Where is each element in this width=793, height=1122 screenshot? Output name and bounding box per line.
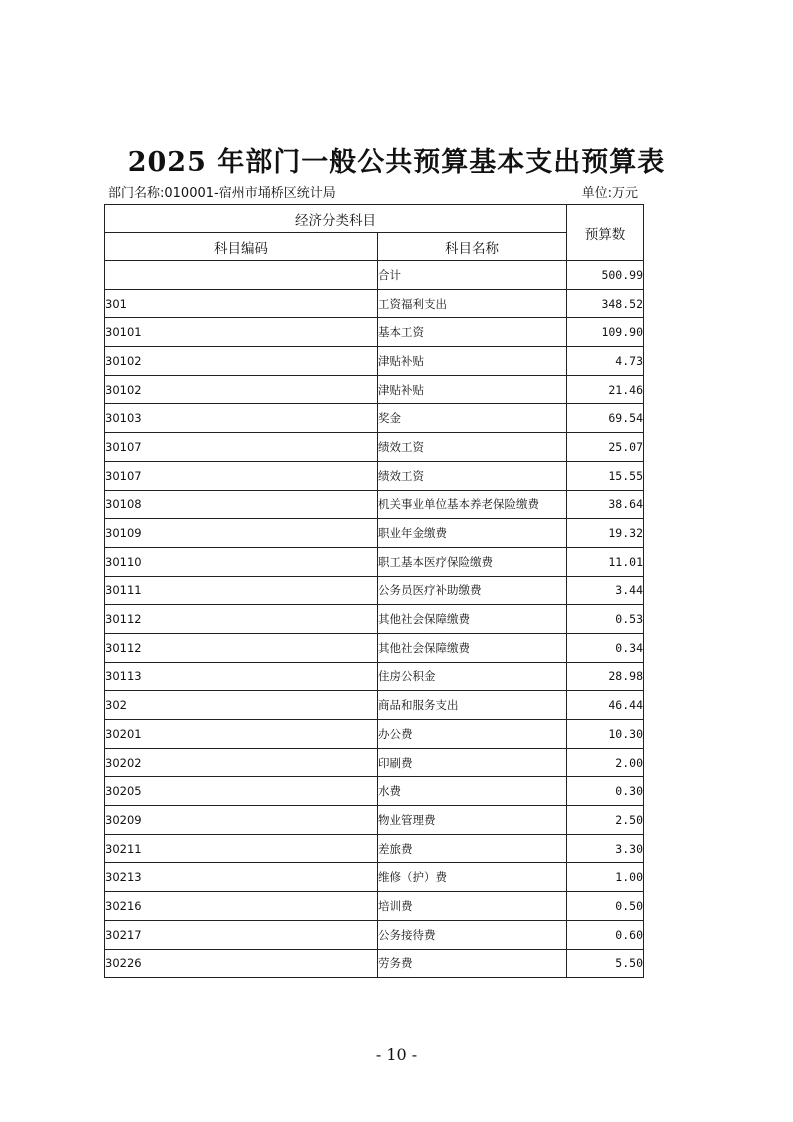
budget-amount-cell: 19.32 — [567, 519, 644, 548]
table-body — [105, 261, 644, 978]
budget-amount-cell: 109.90 — [567, 318, 644, 347]
subject-code-cell: 30216 — [105, 892, 378, 921]
subject-code-cell: 30213 — [105, 863, 378, 892]
department-label: 部门名称:010001-宿州市埇桥区统计局 — [108, 186, 336, 201]
header-subject-code: 科目编码 — [105, 233, 378, 261]
subject-code-cell: 302 — [105, 691, 378, 720]
budget-amount-cell: 38.64 — [567, 490, 644, 519]
table-row — [105, 806, 644, 835]
subject-name-cell: 津贴补贴 — [378, 375, 567, 404]
budget-amount-cell: 25.07 — [567, 433, 644, 462]
table-row — [105, 375, 644, 404]
subject-name-cell: 基本工资 — [378, 318, 567, 347]
subject-code-cell: 30102 — [105, 347, 378, 376]
budget-amount-cell: 0.30 — [567, 777, 644, 806]
table-row — [105, 949, 644, 978]
subject-code-cell: 30112 — [105, 633, 378, 662]
subject-code-cell: 30101 — [105, 318, 378, 347]
budget-amount-cell: 21.46 — [567, 375, 644, 404]
budget-amount-cell: 500.99 — [567, 261, 644, 290]
table-row — [105, 576, 644, 605]
subject-name-cell: 培训费 — [378, 892, 567, 921]
subject-code-cell: 30112 — [105, 605, 378, 634]
table-row — [105, 547, 644, 576]
budget-amount-cell: 0.34 — [567, 633, 644, 662]
subject-name-cell: 其他社会保障缴费 — [378, 605, 567, 634]
page-number: - 10 - — [375, 1045, 418, 1064]
subject-name-cell: 奖金 — [378, 404, 567, 433]
subject-name-cell: 物业管理费 — [378, 806, 567, 835]
subject-code-cell: 30226 — [105, 949, 378, 978]
table-row — [105, 892, 644, 921]
subject-name-cell: 差旅费 — [378, 834, 567, 863]
budget-amount-cell: 11.01 — [567, 547, 644, 576]
budget-amount-cell: 2.50 — [567, 806, 644, 835]
budget-amount-cell: 348.52 — [567, 289, 644, 318]
subject-code-cell: 30217 — [105, 920, 378, 949]
header-subject-name: 科目名称 — [378, 233, 567, 261]
subject-name-cell: 绩效工资 — [378, 461, 567, 490]
budget-amount-cell: 69.54 — [567, 404, 644, 433]
subject-code-cell: 30107 — [105, 433, 378, 462]
table-row — [105, 347, 644, 376]
budget-amount-cell: 2.00 — [567, 748, 644, 777]
subject-code-cell: 30103 — [105, 404, 378, 433]
subject-code-cell: 30202 — [105, 748, 378, 777]
subject-name-cell: 合计 — [378, 261, 567, 290]
table-row — [105, 605, 644, 634]
budget-amount-cell: 4.73 — [567, 347, 644, 376]
subject-code-cell: 30110 — [105, 547, 378, 576]
subject-name-cell: 维修（护）费 — [378, 863, 567, 892]
subject-name-cell: 住房公积金 — [378, 662, 567, 691]
subject-name-cell: 劳务费 — [378, 949, 567, 978]
subject-code-cell — [105, 261, 378, 290]
table-row — [105, 318, 644, 347]
table-row — [105, 691, 644, 720]
subject-name-cell: 公务接待费 — [378, 920, 567, 949]
subject-name-cell: 绩效工资 — [378, 433, 567, 462]
subject-name-cell: 其他社会保障缴费 — [378, 633, 567, 662]
budget-amount-cell: 5.50 — [567, 949, 644, 978]
subject-name-cell: 水费 — [378, 777, 567, 806]
table-row — [105, 261, 644, 290]
table-row — [105, 519, 644, 548]
subject-code-cell: 30109 — [105, 519, 378, 548]
subject-code-cell: 30108 — [105, 490, 378, 519]
budget-amount-cell: 28.98 — [567, 662, 644, 691]
subject-name-cell: 机关事业单位基本养老保险缴费 — [378, 490, 567, 519]
subject-code-cell: 30107 — [105, 461, 378, 490]
table-row — [105, 662, 644, 691]
page-title: 2025 年部门一般公共预算基本支出预算表 — [127, 147, 666, 178]
subject-code-cell: 30211 — [105, 834, 378, 863]
subject-code-cell: 30102 — [105, 375, 378, 404]
unit-label: 单位:万元 — [581, 186, 638, 201]
subject-code-cell: 30113 — [105, 662, 378, 691]
subject-code-cell: 30209 — [105, 806, 378, 835]
subject-name-cell: 职工基本医疗保险缴费 — [378, 547, 567, 576]
budget-amount-cell: 10.30 — [567, 720, 644, 749]
subject-code-cell: 30201 — [105, 720, 378, 749]
header-economic-category: 经济分类科目 — [105, 205, 567, 233]
budget-amount-cell: 1.00 — [567, 863, 644, 892]
table-row — [105, 289, 644, 318]
subject-name-cell: 津贴补贴 — [378, 347, 567, 376]
table-row — [105, 490, 644, 519]
table-row — [105, 863, 644, 892]
subject-name-cell: 公务员医疗补助缴费 — [378, 576, 567, 605]
budget-amount-cell: 0.53 — [567, 605, 644, 634]
table-row — [105, 720, 644, 749]
budget-amount-cell: 0.50 — [567, 892, 644, 921]
budget-amount-cell: 3.30 — [567, 834, 644, 863]
subject-name-cell: 职业年金缴费 — [378, 519, 567, 548]
subject-code-cell: 30205 — [105, 777, 378, 806]
table-row — [105, 633, 644, 662]
subject-name-cell: 工资福利支出 — [378, 289, 567, 318]
budget-amount-cell: 0.60 — [567, 920, 644, 949]
budget-table — [104, 204, 644, 978]
subject-code-cell: 301 — [105, 289, 378, 318]
subject-name-cell: 办公费 — [378, 720, 567, 749]
table-row — [105, 777, 644, 806]
table-row — [105, 433, 644, 462]
table-subheader-row — [105, 233, 644, 261]
table-row — [105, 920, 644, 949]
budget-amount-cell: 46.44 — [567, 691, 644, 720]
table-row — [105, 461, 644, 490]
header-budget-amount: 预算数 — [567, 205, 644, 261]
budget-amount-cell: 3.44 — [567, 576, 644, 605]
table-row — [105, 404, 644, 433]
table-row — [105, 748, 644, 777]
table-row — [105, 834, 644, 863]
subject-name-cell: 印刷费 — [378, 748, 567, 777]
table-header-row — [105, 205, 644, 233]
subject-name-cell: 商品和服务支出 — [378, 691, 567, 720]
budget-amount-cell: 15.55 — [567, 461, 644, 490]
subject-code-cell: 30111 — [105, 576, 378, 605]
